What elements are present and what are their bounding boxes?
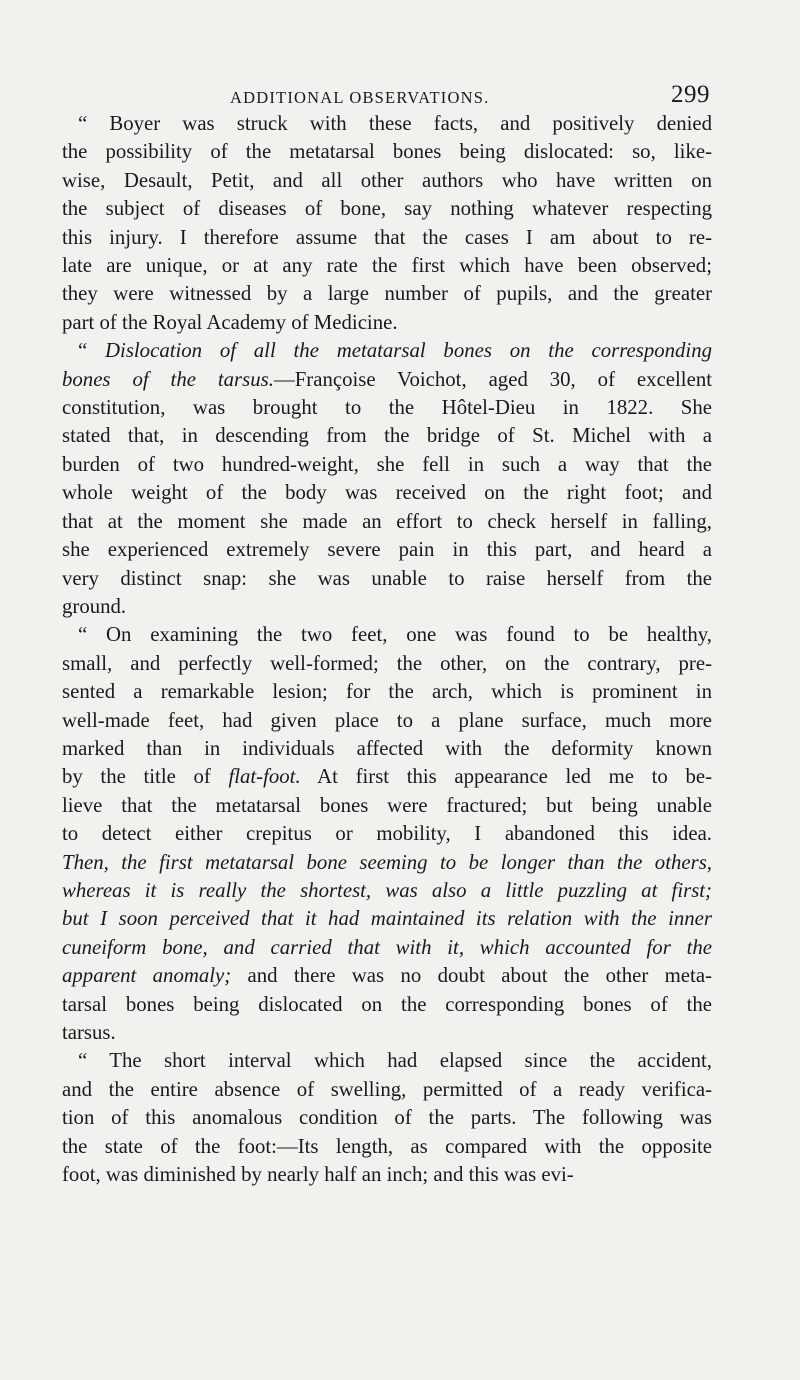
text-line: [62, 593, 712, 621]
text-segment: “: [78, 339, 106, 363]
text-segment: constitution, was brought to the Hôtel-Dieu in 1822. She: [62, 396, 712, 420]
text-segment: well-made feet, had given place to a plane surface, much more: [62, 708, 712, 732]
text-line: [62, 849, 712, 877]
text-segment: part of the Royal Academy of Medicine.: [62, 310, 398, 334]
text-line: [62, 224, 712, 252]
text-line: [62, 735, 712, 763]
text-line: [62, 991, 712, 1019]
text-segment: this injury. I therefore assume that the cases I am about to re-: [62, 225, 712, 249]
text-segment: she experienced extremely severe pain in this part, and heard a: [62, 538, 712, 562]
text-segment: marked than in individuals affected with the deformity known: [62, 736, 712, 760]
text-line: [62, 366, 712, 394]
text-segment: “ Boyer was struck with these facts, and positively denied: [78, 112, 712, 135]
text-segment: wise, Desault, Petit, and all other authors who have written on: [62, 168, 712, 192]
text-segment: burden of two hundred-weight, she fell in such a way that the: [62, 452, 712, 476]
text-line: [62, 565, 712, 593]
italic-text: bones of the tarsus.: [62, 367, 274, 391]
text-line: [62, 1161, 712, 1189]
text-segment: “ On examining the two feet, one was found to be healthy,: [78, 623, 712, 647]
text-line: [62, 877, 712, 905]
text-segment: small, and perfectly well-formed; the other, on the contrary, pre-: [62, 651, 712, 675]
text-line: [62, 792, 712, 820]
italic-text: Dislocation of all the metatarsal bones on the corresponding: [105, 339, 713, 363]
text-segment: and the entire absence of swelling, permitted of a ready verifica-: [62, 1077, 712, 1101]
text-line: [62, 451, 712, 479]
text-line: [62, 394, 712, 422]
text-line: [62, 1019, 712, 1047]
text-line: [62, 650, 712, 678]
text-segment: very distinct snap: she was unable to raise herself from the: [62, 566, 712, 590]
text-segment: they were witnessed by a large number of pupils, and the greater: [62, 282, 712, 306]
text-segment: sented a remarkable lesion; for the arch, which is prominent in: [62, 680, 712, 704]
text-line: [62, 707, 712, 735]
text-segment: tarsus.: [62, 1021, 116, 1044]
text-line: [62, 934, 712, 962]
italic-text: apparent anomaly;: [62, 964, 232, 988]
text-line: [62, 1047, 712, 1075]
text-line: [62, 479, 712, 507]
text-segment: lieve that the metatarsal bones were fractured; but being unable: [62, 793, 712, 817]
text-line: [62, 252, 712, 280]
text-segment: At first this appearance led me to be-: [300, 765, 713, 789]
text-segment: whole weight of the body was received on the right foot; and: [62, 481, 712, 505]
text-line: [62, 678, 712, 706]
text-segment: stated that, in descending from the bridge of St. Michel with a: [62, 424, 712, 448]
text-line: [62, 763, 712, 791]
text-segment: the state of the foot:—Its length, as compared with the opposite: [62, 1134, 712, 1158]
text-line: [62, 536, 712, 564]
text-line: [62, 1076, 712, 1104]
text-segment: ground.: [62, 594, 127, 618]
page-number: 299: [671, 81, 710, 108]
text-segment: foot, was diminished by nearly half an inch; and this was evi-: [62, 1163, 574, 1187]
text-segment: “ The short interval which had elapsed since the accident,: [78, 1049, 712, 1073]
text-segment: tion of this anomalous condition of the parts. The following was: [62, 1106, 712, 1130]
italic-text: Then, the first metatarsal bone seeming to be longer than the others,: [62, 850, 712, 874]
text-segment: tarsal bones being dislocated on the corresponding bones of the: [62, 992, 712, 1016]
text-line: [62, 508, 712, 536]
text-line: [62, 1133, 712, 1161]
text-line: [62, 905, 712, 933]
text-line: [62, 280, 712, 308]
italic-text: whereas it is really the shortest, was also a little puzzling at first;: [62, 878, 712, 902]
text-segment: by the title of: [62, 765, 229, 789]
text-segment: the possibility of the metatarsal bones being dislocated: so, like-: [62, 140, 712, 164]
text-line: [62, 962, 712, 990]
body-text: [62, 110, 712, 1189]
text-segment: —Françoise Voichot, aged 30, of excellent: [273, 367, 712, 391]
text-line: [62, 309, 712, 337]
text-line: [62, 167, 712, 195]
text-line: [62, 110, 712, 138]
italic-text: cuneiform bone, and carried that with it, which accounted for the: [62, 935, 712, 959]
text-line: [62, 195, 712, 223]
text-line: [62, 337, 712, 365]
italic-text: flat-foot.: [228, 765, 301, 789]
text-segment: late are unique, or at any rate the first which have been observed;: [62, 254, 712, 278]
text-segment: that at the moment she made an effort to check herself in falling,: [62, 509, 712, 533]
text-line: [62, 820, 712, 848]
italic-text: but I soon perceived that it had maintained its relation with the inner: [62, 907, 712, 931]
text-segment: the subject of diseases of bone, say nothing whatever respecting: [62, 197, 712, 221]
text-line: [62, 1104, 712, 1132]
text-segment: and there was no doubt about the other meta-: [231, 964, 712, 988]
text-segment: to detect either crepitus or mobility, I abandoned this idea.: [62, 822, 712, 846]
running-title: ADDITIONAL OBSERVATIONS.: [230, 88, 490, 107]
text-line: [62, 138, 712, 166]
text-line: [62, 422, 712, 450]
text-line: [62, 621, 712, 649]
